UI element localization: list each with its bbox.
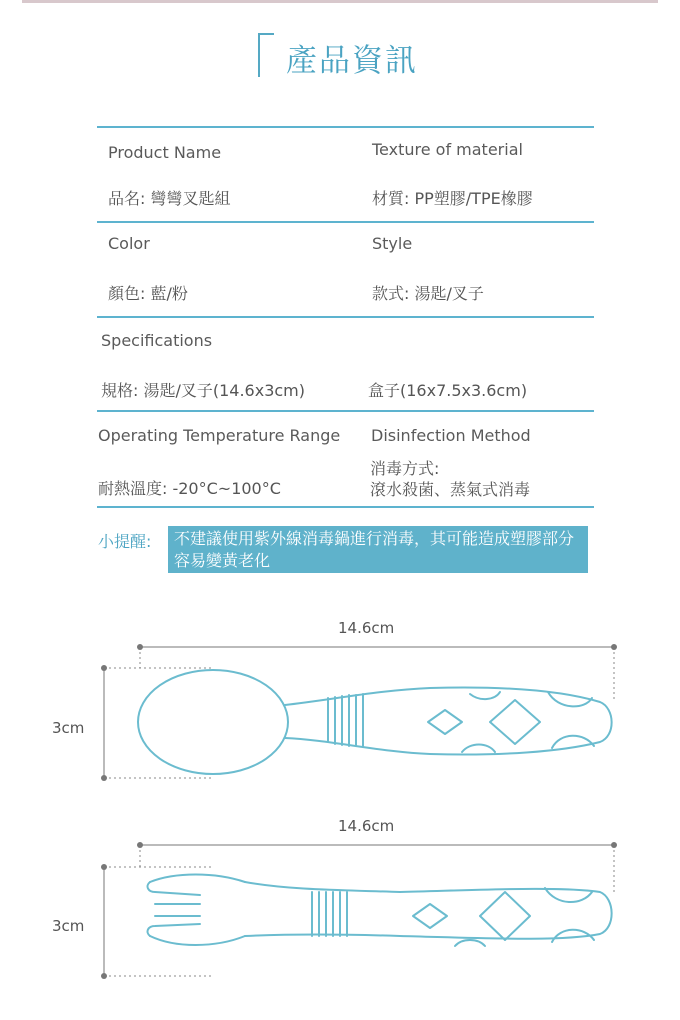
title-bracket	[258, 33, 274, 77]
fork-length-endpoint	[137, 842, 143, 848]
fork-wave-3	[455, 940, 485, 946]
fork-illustration	[148, 875, 612, 947]
spoon-illustration	[138, 670, 612, 774]
spoon-length-endpoint	[611, 644, 617, 650]
temperature-range-label: Operating Temperature Range	[98, 426, 341, 445]
table-rule	[97, 316, 594, 318]
spoon-wave-2	[552, 736, 594, 748]
fork-grip-lines	[312, 892, 347, 936]
table-rule	[97, 410, 594, 412]
style-value: 款式: 湯匙/叉子	[372, 284, 484, 303]
spoon-width-label: 3cm	[52, 719, 85, 737]
page-title: 產品資訊	[286, 43, 418, 79]
table-rule	[97, 506, 594, 508]
spoon-width-endpoint	[101, 665, 107, 671]
fork-tines	[148, 882, 200, 936]
style-label: Style	[372, 234, 413, 253]
product-dimension-drawing	[0, 590, 680, 990]
fork-length-endpoint	[611, 842, 617, 848]
spoon-grip-lines	[328, 694, 363, 747]
color-label: Color	[108, 234, 150, 253]
spoon-length-endpoint	[137, 644, 143, 650]
table-rule	[97, 126, 594, 128]
spoon-wave-3	[470, 692, 500, 699]
tip-box	[168, 526, 588, 573]
tip-label: 小提醒:	[98, 532, 152, 551]
color-value: 顏色: 藍/粉	[108, 284, 188, 303]
spoon-width-endpoint	[101, 775, 107, 781]
fork-diamond-small	[413, 904, 447, 928]
product-name-label: Product Name	[108, 143, 222, 162]
fork-diamond-large	[480, 892, 530, 940]
spoon-handle	[285, 688, 612, 755]
top-decor-line	[22, 0, 658, 3]
spoon-bowl	[138, 670, 288, 774]
fork-handle	[245, 882, 612, 939]
fork-head-outline	[150, 875, 245, 946]
fork-length-label: 14.6cm	[338, 817, 395, 835]
material-label: Texture of material	[372, 140, 523, 159]
box-size-value: 盒子(16x7.5x3.6cm)	[368, 381, 528, 400]
product-name-value: 品名: 彎彎叉匙組	[108, 189, 231, 208]
title-block	[258, 33, 438, 83]
specifications-value: 規格: 湯匙/叉子(14.6x3cm)	[101, 381, 306, 400]
table-rule	[97, 221, 594, 223]
spoon-diamond-large	[490, 700, 540, 744]
specifications-label: Specifications	[101, 331, 213, 350]
spoon-diamond-small	[428, 710, 462, 734]
fork-width-endpoint	[101, 973, 107, 979]
fork-width-endpoint	[101, 864, 107, 870]
spoon-length-label: 14.6cm	[338, 619, 395, 637]
material-value: 材質: PP塑膠/TPE橡膠	[372, 189, 533, 208]
fork-width-label: 3cm	[52, 917, 85, 935]
tip-text: 不建議使用紫外線消毒鍋進行消毒，其可能造成塑膠部分容易變黃老化	[174, 529, 575, 570]
temperature-range-value: 耐熱溫度: -20°C~100°C	[98, 479, 281, 498]
disinfection-value-line1: 消毒方式:	[370, 459, 440, 478]
disinfection-value-line2: 滾水殺菌、蒸氣式消毒	[370, 480, 531, 499]
disinfection-label: Disinfection Method	[371, 426, 531, 445]
spoon-wave-4	[462, 745, 495, 753]
